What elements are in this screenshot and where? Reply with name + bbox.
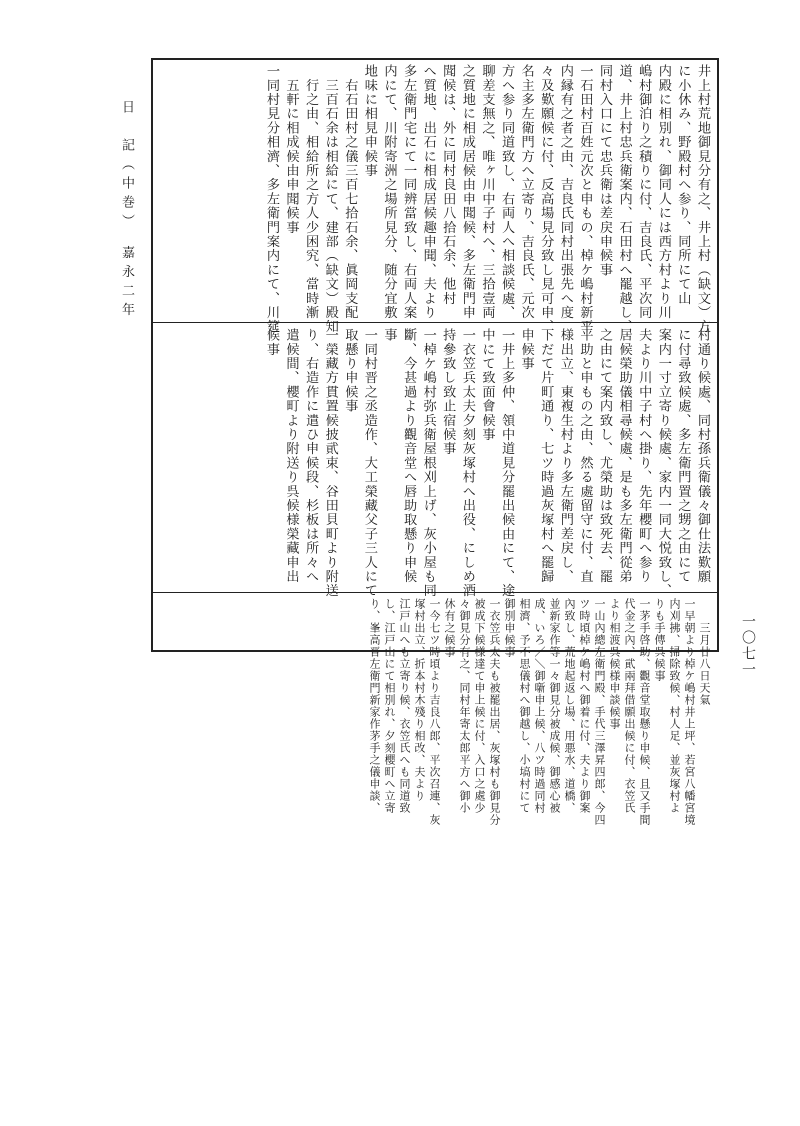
text-column: 々及歎願候に付、反高場見分致し見可申、 (538, 64, 554, 334)
text-column: 相濟、予不思儀村へ御越し、小塙村にて (518, 598, 531, 814)
vertical-text-columns (160, 328, 712, 598)
text-block-middle (160, 328, 712, 598)
text-column: 様出立、東複生村より多左衛門差戻し、 (557, 328, 573, 584)
text-column: 三百石余は相給にて、建部（缺文）殿知 (322, 64, 338, 334)
text-column: 中にて致面會候事 (479, 328, 495, 442)
text-column: 御別申候事 (503, 598, 516, 658)
page-number: 一〇七一 (740, 614, 756, 678)
text-column: 井上村荒地御見分有之、井上村（缺文）方 (695, 64, 710, 334)
text-column: 一石田村百姓元次と申もの、棹ケ嶋村新平 (577, 64, 593, 334)
text-column: 名主多左衛門方へ立寄り、吉良氏、元次 (518, 64, 534, 320)
text-column: 聞候は、外に同村良田八拾石余、他村 (440, 64, 456, 306)
text-column: 案内一寸立寄り候處、家内一同大悦致し、 (655, 328, 671, 598)
text-column: 事 (381, 328, 397, 343)
text-column: 被成下候様達て申上候に付、入口之處少 (473, 598, 486, 814)
text-column: 居候榮助儀相尋候處、是も多左衛門從弟 (616, 328, 632, 584)
text-column: 内縁有之者之由、吉良氏同村出張先へ度 (557, 64, 573, 320)
text-column: 一棹ケ嶋村弥兵衛屋根刈上げ、灰小屋も同 (420, 328, 436, 598)
text-column: 一同村見分相濟、多左衛門案内にて、川筵 (263, 64, 279, 334)
text-column: 休有之候事 (443, 598, 456, 658)
text-column: 代金之內、貮兩拜借願出候に付、衣笠氏 (623, 598, 636, 814)
text-column: 内殿に相別れ、御同人には西方村より川 (655, 64, 671, 320)
text-column: 持參致し致止宿候事 (440, 328, 456, 456)
text-column: 嶋村御泊り之積りに付、吉良氏、平次同 (636, 64, 652, 320)
text-column: し、江戸山にて相別れ、夕刻櫻町へ立寄 (383, 598, 396, 814)
text-column: 一衣笠兵太夫夕刻灰塚村へ出役、にしめ酒 (459, 328, 475, 598)
text-column: 斷、今甚過より觀音堂へ唇助取懸り申候 (401, 328, 417, 584)
text-column: へ質地、出石に相成居候趣申聞、夫より (420, 64, 436, 320)
text-column: 之質地に相成居候由申聞候、多左衛門申 (459, 64, 475, 320)
text-column: 一茅手啓助、觀音堂取懸り申候、且又手間 (638, 598, 651, 826)
text-column: 内にて、川附寄洲之場所見分、随分宜敷 (381, 64, 397, 320)
text-column: 下だて片町通り、七ツ時過灰塚村へ罷歸 (538, 328, 554, 584)
vertical-text-columns (160, 598, 712, 826)
text-column: 成、いろ／＼御噺申上候、八ツ時過同村 (533, 598, 546, 814)
text-column: 江戸山へも立寄り候、衣笠氏へも同道致 (398, 598, 411, 814)
text-block-bottom (160, 598, 712, 826)
text-column: 一井上多仲、領中道見分罷出候由にて、途 (499, 328, 515, 598)
vertical-text-columns (160, 64, 712, 334)
text-column: 行之由、相給所之方人少困究、當時漸 (303, 64, 319, 320)
text-column: 多左衛門宅にて一同辨當致し、右両人案 (401, 64, 417, 320)
text-column: 内刈拂、掃除致候、村人足、並灰塚村よ (668, 598, 681, 814)
text-column: より相渡呉候様申談候事 (608, 598, 621, 730)
text-column: 道、井上村忠兵衛案内、石田村へ罷越し、 (616, 64, 632, 334)
text-column: に付尋致候處、多左衛門置之甥之由にて (675, 328, 691, 584)
text-column: 一山內總左衛門殿、手代三澤昇四郎、今四 (593, 598, 606, 826)
text-column: 一衣笠兵太夫も被罷出居、灰塚村も御見分 (488, 598, 501, 826)
text-column: 三月廿八日天氣 (698, 598, 711, 706)
text-column: り、右造作に遣ひ申候段、杉板は所々へ (303, 328, 319, 584)
text-column: ツ時頃棹ケ嶋村へ御着に付、夫より御案 (578, 598, 591, 814)
text-column: 遣候間、櫻町より附送り呉候様榮藏申出 (283, 328, 299, 584)
text-column: 村通り候處、同村孫兵衛儀々御仕法歎願 (695, 328, 710, 584)
text-column: 之由にて案内致し、尤榮助は致死去、罷 (597, 328, 613, 584)
text-column: 平助と申もの之由、然る處留守に付、直 (577, 328, 593, 584)
text-column: 地味に相見申候事 (361, 64, 377, 178)
text-column: 塚村出立、折本村木殘り相改、夫より (413, 598, 426, 802)
text-block-top (160, 64, 712, 334)
text-column: 候事 (263, 328, 279, 357)
text-column: 同村入口にて忠兵衛は差戻申候事 (597, 64, 613, 277)
text-column: 一榮藏方貫置候披貮束、谷田貝町より附送 (322, 328, 338, 598)
text-column: 取懸り申候事 (342, 328, 358, 414)
text-column: 一今七ツ時頃より吉良八郎、平次召連、灰 (428, 598, 441, 826)
text-column: 申候事 (518, 328, 534, 371)
text-column: 一同村晋之丞造作、大工榮藏父子三人にて (361, 328, 377, 598)
text-column: り、峯高晋左衛門新家作茅手之儀申談、 (368, 598, 381, 814)
section-divider (151, 322, 719, 323)
text-column: 五軒に相成候由申聞候事 (283, 64, 299, 235)
text-column: 右石田村之儀三百七拾石余、眞岡支配 (342, 64, 358, 320)
text-column: 一早朝より棹ケ嶋村井上坪、若宮八幡宮境 (683, 598, 696, 826)
text-column: 々御見分有之、同村年寄太郎平方へ御小 (458, 598, 471, 814)
running-header: 日 記（中巻） 嘉永二年 (119, 100, 134, 322)
text-column: に小休み、野殿村へ参り、同所にて山 (675, 64, 691, 306)
text-column: 並新家作等一々御見分被成候、御感心被 (548, 598, 561, 814)
text-column: りも手傳呉候事 (653, 598, 666, 682)
text-column: 聊差支無之、唯ヶ川中子村へ、三拾壹両 (479, 64, 495, 320)
text-column: 夫より川中子村へ掛り、先年櫻町へ参り (636, 328, 652, 584)
text-column: 內致し、荒地起返し場、用悪水、道橋、 (563, 598, 576, 814)
text-column: 方へ参り同道致し、右両人へ相談候處、 (499, 64, 515, 320)
